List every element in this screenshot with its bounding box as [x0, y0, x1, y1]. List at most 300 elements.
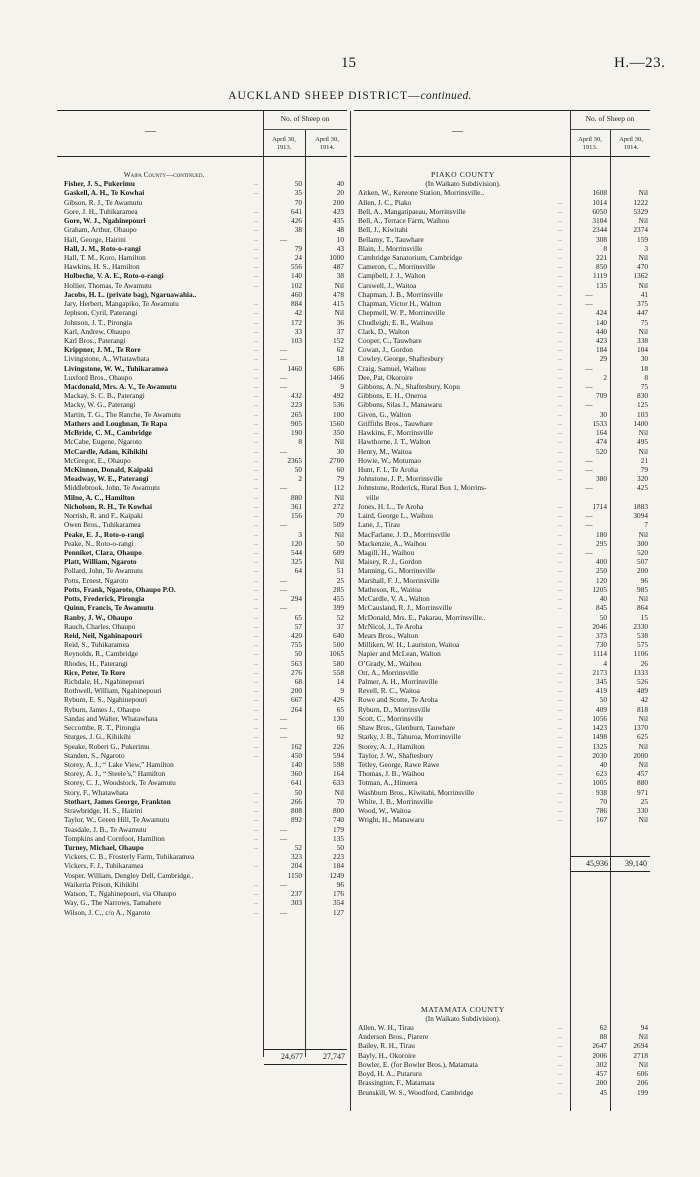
table-row — [64, 244, 350, 253]
owner-name: Carswell, J., Waitoa — [358, 280, 417, 290]
table-row — [358, 1051, 650, 1060]
sheep-count-1914: 9 — [340, 382, 344, 392]
owner-name: McNicol, J., Te Aroha — [358, 621, 423, 631]
leader-dots: .. — [254, 438, 259, 446]
table-row — [358, 502, 650, 511]
sheep-count-1913: 50 — [599, 695, 607, 705]
sheep-count-1913: 563 — [291, 658, 302, 668]
left-table-body — [64, 170, 350, 917]
leader-dots: .. — [254, 908, 259, 916]
owner-name: Livingstone, W. W., Tuhikaramea — [64, 363, 169, 373]
owner-name: ville — [366, 492, 379, 502]
sheep-count-1913: 172 — [291, 317, 302, 327]
leader-dots: .. — [558, 207, 563, 215]
table-row — [358, 668, 650, 677]
owner-name: McBride, C. M., Cambridge — [64, 428, 152, 438]
owner-name: Strawbridge, H. S., Hairini — [64, 806, 143, 816]
owner-name: Griffiths Bros., Tauwhare — [358, 418, 433, 428]
piako-total-rule-top — [571, 856, 650, 857]
piako-total-rule-bottom — [571, 871, 650, 872]
sheep-count-1914: Nil — [334, 492, 344, 502]
sheep-count-1913: 325 — [291, 557, 302, 567]
sheep-count-1913: 8 — [298, 437, 302, 447]
sheep-count-1914: 800 — [333, 806, 344, 816]
table-row — [358, 207, 650, 216]
owner-name: Allen, W. H., Tirau — [358, 1022, 414, 1032]
sheep-count-1913: 1608 — [592, 188, 607, 198]
table-row — [64, 631, 350, 640]
sheep-count-1913: — — [279, 603, 288, 613]
table-row — [64, 705, 350, 714]
owner-name: Reid, Neil, Ngahinapouri — [64, 630, 142, 640]
owner-name: Chapman, Victor H., Walton — [358, 299, 442, 309]
table-row — [64, 640, 350, 649]
sheep-count-1913: 42 — [294, 308, 302, 318]
leader-dots: .. — [254, 327, 259, 335]
sheep-count-1914: 500 — [333, 640, 344, 650]
leader-dots: .. — [558, 650, 563, 658]
table-row — [358, 585, 650, 594]
table-row — [64, 834, 350, 843]
owner-name: Allen, J. C., Piako — [358, 197, 412, 207]
leader-dots: .. — [558, 807, 563, 815]
leader-dots: .. — [254, 807, 259, 815]
owner-name: Cowley, George, Shaftesbury — [358, 354, 444, 364]
owner-name: Cowan, J., Gordon — [358, 345, 413, 355]
sheep-count-1914: 320 — [637, 474, 648, 484]
table-row — [64, 216, 350, 225]
sheep-count-1913: 264 — [291, 704, 302, 714]
sheep-count-1914: 425 — [637, 483, 648, 493]
owner-name: Shaw Bros., Glenburn, Tauwhare — [358, 723, 456, 733]
table-row — [358, 179, 650, 188]
sheep-count-1914: 1333 — [633, 667, 648, 677]
table-row — [64, 281, 350, 290]
owner-name: Potts, Frank, Ngaroto, Ohaupo P.O. — [64, 584, 176, 594]
sheep-count-1914: 3094 — [633, 511, 648, 521]
owner-name: Bowler, E. (for Bowler Bros.), Matamata — [358, 1059, 478, 1069]
right-date-1913 — [570, 136, 610, 152]
table-row — [64, 889, 350, 898]
sheep-count-1913: 474 — [596, 437, 607, 447]
sheep-count-1914: 575 — [637, 640, 648, 650]
sheep-count-1913: 50 — [294, 179, 302, 189]
date-line: April 30, — [315, 136, 339, 143]
leader-dots: .. — [558, 668, 563, 676]
owner-name: Holbeche, V. A. E., Roto-o-rangi — [64, 271, 164, 281]
sheep-count-1913: 3104 — [592, 216, 607, 226]
owner-name: Henry, M., Waitoa — [358, 446, 412, 456]
leader-dots: .. — [254, 419, 259, 427]
sheep-count-1914: 75 — [640, 317, 648, 327]
sheep-count-1914: 18 — [336, 354, 344, 364]
table-row — [64, 861, 350, 870]
sheep-count-1914: 70 — [336, 796, 344, 806]
leader-dots: .. — [558, 429, 563, 437]
leader-dots: .. — [558, 1070, 563, 1078]
sheep-count-1913: 730 — [596, 640, 607, 650]
sheep-count-1913: 70 — [294, 197, 302, 207]
sheep-count-1914: 94 — [640, 1022, 648, 1032]
sheep-count-1914: 415 — [333, 299, 344, 309]
owner-name: McCardle, V. A., Walton — [358, 594, 430, 604]
owner-name: Ryburn, James J., Ohaupo — [64, 704, 141, 714]
sheep-count-1914: 37 — [336, 621, 344, 631]
sheep-count-1914: 200 — [333, 197, 344, 207]
leader-dots: .. — [254, 834, 259, 842]
sheep-count-1913: 409 — [596, 704, 607, 714]
sheep-count-1913: 667 — [291, 695, 302, 705]
table-row — [64, 769, 350, 778]
sheep-count-1913: 323 — [291, 852, 302, 862]
leader-dots: .. — [254, 493, 259, 501]
leader-dots: .. — [558, 336, 563, 344]
owner-name: Milne, A. C., Hamilton — [64, 492, 135, 502]
table-row — [358, 677, 650, 686]
sheep-count-1913: 1325 — [592, 741, 607, 751]
sheep-count-1914: 971 — [637, 787, 648, 797]
sheep-count-1914: 38 — [336, 271, 344, 281]
leader-dots: .. — [558, 1060, 563, 1068]
table-row — [358, 557, 650, 566]
sheep-count-1914: 423 — [333, 206, 344, 216]
sheep-count-1913: — — [279, 372, 288, 382]
sheep-count-1914: 70 — [336, 511, 344, 521]
leader-dots: .. — [558, 327, 563, 335]
leader-dots: .. — [254, 862, 259, 870]
owner-name: Reynolds, R., Cambridge — [64, 649, 138, 659]
table-row — [358, 714, 650, 723]
sheep-count-1914: 830 — [637, 391, 648, 401]
table-row — [358, 327, 650, 336]
sheep-count-1913: 641 — [291, 778, 302, 788]
leader-dots: .. — [254, 576, 259, 584]
table-row — [64, 290, 350, 299]
sheep-count-1913: 120 — [596, 575, 607, 585]
sheep-count-1914: 526 — [637, 677, 648, 687]
leader-dots: .. — [558, 816, 563, 824]
sheep-count-1914: 79 — [336, 474, 344, 484]
table-row — [64, 447, 350, 456]
owner-name: Bell, J., Kiwitahi — [358, 225, 408, 235]
sheep-count-1914: 206 — [637, 1078, 648, 1088]
table-row — [358, 391, 650, 400]
table-row — [64, 336, 350, 345]
sheep-count-1914: 37 — [336, 326, 344, 336]
left-total-rule-top — [264, 1049, 347, 1050]
sheep-count-1913: 3 — [298, 529, 302, 539]
sheep-count-1914: 164 — [333, 769, 344, 779]
table-row — [64, 502, 350, 511]
owner-name: Vosper, William, Dengley Dell, Cambridge.. — [64, 870, 194, 880]
sheep-count-1913: 79 — [294, 243, 302, 253]
owner-name: Gibbons, A. N., Shaftesbury, Kopu — [358, 382, 460, 392]
sheep-count-1913: 65 — [294, 612, 302, 622]
sheep-count-1914: Nil — [638, 326, 648, 336]
table-row — [358, 732, 650, 741]
table-row — [64, 253, 350, 262]
sheep-count-1913: 57 — [294, 621, 302, 631]
leader-dots: .. — [558, 567, 563, 575]
owner-name: Potts, Ernest, Ngaroto — [64, 575, 129, 585]
leader-dots: .. — [558, 678, 563, 686]
owner-name: Jones, H. L., Te Aroha — [358, 501, 424, 511]
leader-dots: .. — [558, 392, 563, 400]
leader-dots: .. — [254, 595, 259, 603]
table-row — [358, 373, 650, 382]
table-row — [358, 1005, 650, 1014]
leader-dots: .. — [558, 724, 563, 732]
sheep-count-1914: 492 — [333, 391, 344, 401]
table-row — [358, 235, 650, 244]
sheep-count-1913: 250 — [596, 566, 607, 576]
sheep-count-1914: Nil — [638, 713, 648, 723]
leader-dots: .. — [558, 281, 563, 289]
table-row — [64, 622, 350, 631]
table-row — [358, 447, 650, 456]
sheep-count-1914: Nil — [638, 815, 648, 825]
table-row — [64, 318, 350, 327]
sheep-count-1913: — — [279, 907, 288, 917]
sheep-count-1914: 1249 — [329, 870, 344, 880]
table-row — [64, 677, 350, 686]
sheep-count-1914: 354 — [333, 898, 344, 908]
sheep-count-1913: 2173 — [592, 667, 607, 677]
owner-name: Bell, A., Mangatipaeau, Morrinsville — [358, 206, 466, 216]
owner-name: Peake, N., Roto-o-rangi — [64, 538, 134, 548]
table-row — [64, 686, 350, 695]
owner-name: Hunt, F. I., Te Aroha — [358, 465, 418, 474]
table-row — [358, 603, 650, 612]
sheep-count-1914: 10 — [336, 234, 344, 244]
table-row — [64, 732, 350, 741]
table-row — [358, 253, 650, 262]
sheep-count-1913: 850 — [596, 262, 607, 272]
table-row — [358, 216, 650, 225]
owner-name: Craig, Samuel, Waihou — [358, 363, 426, 373]
sheep-count-1913: 361 — [291, 501, 302, 511]
sheep-count-1914: 2700 — [329, 455, 344, 465]
sheep-count-1913: 221 — [596, 252, 607, 262]
sheep-count-1913: 302 — [596, 1059, 607, 1069]
table-row — [358, 788, 650, 797]
sheep-count-1913: 40 — [599, 760, 607, 769]
leader-dots: .. — [558, 383, 563, 391]
table-row — [64, 271, 350, 280]
owner-name: Lane, J., Tirau — [358, 520, 400, 530]
leader-dots: .. — [558, 1023, 563, 1031]
table-row — [358, 797, 650, 806]
owner-name: Bell, A., Terrace Farm, Waihou — [358, 216, 450, 226]
owner-name: Mackay, S. C. B., Paterangi — [64, 391, 145, 401]
leader-dots: .. — [254, 300, 259, 308]
leader-dots: .. — [254, 613, 259, 621]
sheep-count-1914: 7 — [644, 520, 648, 530]
sheep-count-1914: 285 — [333, 584, 344, 594]
sheep-count-1913: 641 — [291, 206, 302, 216]
owner-name: Waikeria Prison, Kihikihi — [64, 879, 139, 889]
leader-dots: .. — [558, 733, 563, 741]
leader-dots: .. — [558, 687, 563, 695]
leader-dots: .. — [558, 742, 563, 750]
sheep-count-1914: 15 — [640, 612, 648, 622]
table-row — [358, 410, 650, 419]
county-heading: MATAMATA COUNTY — [421, 1004, 505, 1014]
owner-name: Way, G., The Narrows, Tamahere — [64, 898, 162, 908]
sheep-count-1913: 190 — [291, 428, 302, 438]
table-row — [64, 188, 350, 197]
sheep-count-1914: 41 — [640, 289, 648, 299]
sheep-count-1914: 14 — [336, 677, 344, 687]
left-header-bottom-rule — [57, 156, 347, 157]
sheep-count-1913: 1014 — [592, 197, 607, 207]
leader-dots: .. — [558, 419, 563, 427]
owner-name: Teasdale, J. B., Te Awamutu — [64, 824, 147, 834]
sheep-count-1913: 373 — [596, 630, 607, 640]
table-row — [358, 622, 650, 631]
sheep-count-1914: 40 — [336, 179, 344, 189]
leader-dots: .. — [558, 659, 563, 667]
table-row — [64, 566, 350, 575]
table-row — [358, 631, 650, 640]
sheep-count-1913: 276 — [291, 667, 302, 677]
sheep-count-1914: 52 — [336, 612, 344, 622]
leader-dots: .. — [558, 198, 563, 206]
owner-name: Ryburn, D., Morrinsville — [358, 704, 431, 714]
sheep-count-1914: Nil — [638, 280, 648, 290]
owner-name: Johnstone, Roderick, Rural Box 1, Morrins- — [358, 483, 487, 493]
leader-dots: .. — [254, 226, 259, 234]
owner-name: Sandas and Walter, Whatawhata — [64, 713, 158, 723]
sheep-count-1914: 30 — [640, 354, 648, 364]
sheep-count-1913: 164 — [596, 428, 607, 438]
sheep-count-1914: 25 — [640, 796, 648, 806]
sheep-count-1913: 2344 — [592, 225, 607, 235]
leader-dots: .. — [558, 512, 563, 520]
sheep-count-1914: Nil — [334, 280, 344, 290]
owner-name: McCabe, Eugene, Ngaroto — [64, 437, 142, 447]
sheep-count-1913: 200 — [596, 1078, 607, 1088]
owner-name: Storey, A. J., “ Steele’s,” Hamilton — [64, 769, 166, 779]
sheep-count-1914: 470 — [637, 262, 648, 272]
table-row — [64, 898, 350, 907]
table-row — [64, 198, 350, 207]
leader-dots: .. — [254, 466, 259, 473]
sheep-count-1913: — — [585, 289, 593, 299]
left-sheep-header: No. of Sheep on — [280, 114, 330, 123]
leader-dots: .. — [254, 410, 259, 418]
owner-name: Mackenzie, A., Waihou — [358, 538, 427, 548]
sheep-count-1914: 1883 — [633, 501, 648, 511]
sheep-count-1913: — — [585, 455, 593, 465]
sheep-count-1913: 884 — [291, 299, 302, 309]
leader-dots: .. — [254, 687, 259, 695]
owner-name: Pollard, John, Te Awamutu — [64, 566, 143, 576]
report-reference: H.—23. — [614, 55, 666, 71]
table-row — [64, 714, 350, 723]
sheep-count-1913: — — [279, 713, 288, 723]
leader-dots: .. — [558, 705, 563, 713]
table-row — [358, 640, 650, 649]
owner-name: Manning, G., Morrinsville — [358, 566, 436, 576]
sheep-count-1913: 420 — [291, 630, 302, 640]
sheep-count-1913: 140 — [291, 760, 302, 769]
owner-name: Hall, J. M., Roto-o-rangi — [64, 243, 141, 253]
owner-name: Bailey, R. H., Tirau — [358, 1041, 415, 1051]
table-row — [358, 751, 650, 760]
sheep-count-1913: 50 — [294, 787, 302, 797]
leader-dots: .. — [558, 447, 563, 455]
sheep-count-1913: 2 — [298, 474, 302, 484]
table-row — [64, 179, 350, 188]
leader-dots: .. — [254, 355, 259, 363]
sheep-count-1914: Nil — [638, 1059, 648, 1069]
sheep-count-1913: 295 — [596, 538, 607, 548]
sheep-count-1913: — — [279, 446, 288, 456]
leader-dots: .. — [254, 650, 259, 658]
owner-name: Quinn, Francis, Te Awamutu — [64, 603, 154, 613]
table-row — [64, 511, 350, 520]
left-total-rule-bottom — [264, 1064, 347, 1065]
table-row — [358, 613, 650, 622]
leader-dots: .. — [558, 770, 563, 778]
sheep-count-1913: — — [279, 483, 288, 493]
sheep-count-1913: 544 — [291, 547, 302, 557]
table-row — [64, 576, 350, 585]
leader-dots: .. — [558, 1033, 563, 1041]
sheep-count-1914: 457 — [637, 769, 648, 779]
sheep-count-1914: 478 — [333, 289, 344, 299]
owner-name: White, J. B., Morrinsville — [358, 796, 433, 806]
leader-dots: .. — [254, 373, 259, 381]
leader-dots: .. — [254, 475, 259, 483]
leader-dots: .. — [558, 502, 563, 510]
sheep-count-1913: 432 — [291, 391, 302, 401]
owner-name: Bellamy, T., Tauwhare — [358, 234, 424, 244]
leader-dots: .. — [254, 714, 259, 722]
sheep-count-1914: 558 — [333, 667, 344, 677]
right-sheep-header: No. of Sheep on — [585, 114, 635, 123]
table-row — [64, 207, 350, 216]
year-line: 1914. — [319, 144, 335, 151]
sheep-count-1913: 180 — [596, 529, 607, 539]
sheep-count-1913: — — [279, 345, 288, 355]
owner-name: MacFarlane, J. D., Morrinsville — [358, 529, 451, 539]
owner-name: Marshall, F. J., Morrinsville — [358, 575, 440, 585]
sheep-count-1913: 184 — [596, 345, 607, 355]
leader-dots: .. — [254, 364, 259, 372]
owner-name: Tompkins and Cornfoot, Hamilton — [64, 833, 165, 843]
leader-dots: .. — [254, 742, 259, 750]
table-row — [64, 751, 350, 760]
sheep-count-1914: 75 — [640, 382, 648, 392]
leader-dots: .. — [558, 576, 563, 584]
table-row — [64, 548, 350, 557]
sheep-count-1914: 36 — [336, 317, 344, 327]
owner-name: Hall, George, Hairini — [64, 234, 126, 244]
sheep-count-1914: 96 — [640, 575, 648, 585]
leader-dots: .. — [558, 346, 563, 354]
sheep-count-1914: 5329 — [633, 206, 648, 216]
leader-dots: .. — [254, 751, 259, 759]
sheep-count-1914: 103 — [637, 409, 648, 419]
page-title — [0, 90, 700, 102]
owner-name: Revell, R. C., Waitoa — [358, 686, 420, 696]
sheep-count-1914: 159 — [637, 234, 648, 244]
owner-name: Ryburn, E. S., Ngahinepouri — [64, 695, 148, 705]
leader-dots: .. — [254, 825, 259, 833]
sheep-count-1914: 1362 — [633, 271, 648, 281]
